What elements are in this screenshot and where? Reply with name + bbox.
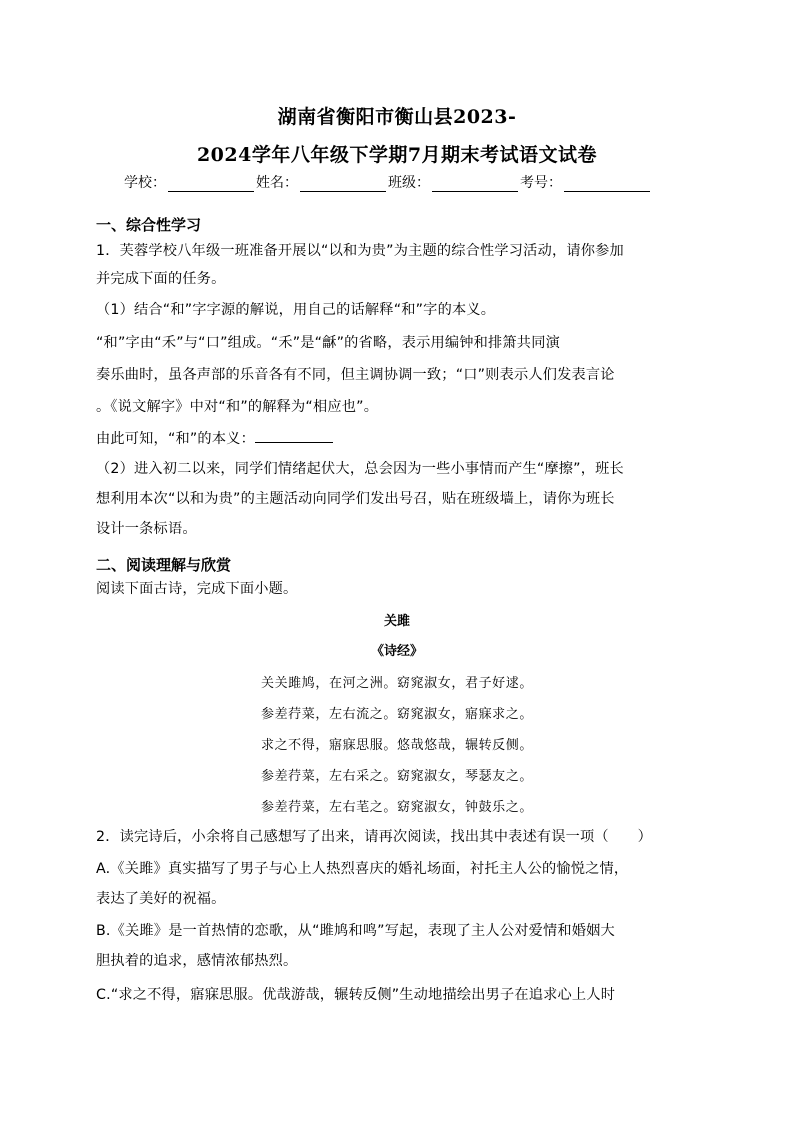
school-label: 学校： [124,175,166,191]
section1-heading: 一、综合性学习 [96,216,202,234]
q2-stem: 2．读完诗后，小余将自己感想写了出来，请再次阅读，找出其中表述有误一项（ ） [96,829,652,845]
q1-sub2-line3: 设计一条标语。 [96,521,197,537]
section2-heading: 二、阅读理解与欣赏 [96,556,232,574]
section2-intro: 阅读下面古诗，完成下面小题。 [96,581,298,597]
number-label: 考号： [520,175,562,191]
class-blank[interactable] [432,177,518,192]
student-info-row [124,172,684,192]
poem-line: 参差荇菜，左右采之。窈窕淑女，琴瑟友之。 [260,769,533,784]
q1-line2: 并完成下面的任务。 [96,271,226,287]
answer-blank[interactable] [255,428,333,443]
poem-title: 关雎 [383,614,410,629]
number-blank[interactable] [564,177,650,192]
school-blank[interactable] [168,177,254,192]
option-a-line1: A.《关雎》真实描写了男子与心上人热烈喜庆的婚礼场面，衬托主人公的愉悦之情， [96,861,629,877]
q1-sub2-line2: 想利用本次“以和为贵”的主题活动向同学们发出号召，贴在班级墙上，请你为班长 [96,491,615,507]
option-b-line2: 胆执着的追求，感情浓郁热烈。 [96,953,298,969]
answer-line [96,428,706,448]
q1-sub2-line1: （2）进入初二以来，同学们情绪起伏大，总会因为一些小事情而产生“摩擦”，班长 [96,461,624,477]
passage-line2: 奏乐曲时，虽各声部的乐音各有不同，但主调协调一致；“口”则表示人们发表言论 [96,367,615,383]
exam-title-line1: 湖南省衡阳市衡山县2023- [277,106,517,128]
name-blank[interactable] [300,177,386,192]
name-label: 姓名： [256,175,298,191]
option-b-line1: B.《关雎》是一首热情的恋歌，从“雎鸠和鸣”写起，表现了主人公对爱情和婚姻大 [96,923,615,939]
poem-line: 关关雎鸠，在河之洲。窈窕淑女，君子好逑。 [260,676,533,691]
passage-line1: “和”字由“禾”与“口”组成。“禾”是“龢”的省略，表示用编钟和排箫共同演 [96,335,560,351]
q1-line1: 1．芙蓉学校八年级一班准备开展以“以和为贵”为主题的综合性学习活动，请你参加 [96,243,624,259]
poem-line: 参差荇菜，左右芼之。窈窕淑女，钟鼓乐之。 [260,800,533,815]
poem-line: 参差荇菜，左右流之。窈窕淑女，寤寐求之。 [260,707,533,722]
option-c-line1: C.“求之不得，寤寐思服。优哉游哉，辗转反侧”生动地描绘出男子在追求心上人时 [96,987,616,1003]
answer-prompt: 由此可知，“和”的本义： [96,431,255,447]
option-a-line2: 表达了美好的祝福。 [96,891,226,907]
passage-line3: 。《说文解字》中对“和”的解释为“相应也”。 [96,399,379,415]
q1-sub1: （1）结合“和”字字源的解说，用自己的话解释“和”字的本义。 [96,302,496,318]
exam-title-line2: 2024学年八年级下学期7月期末考试语文试卷 [196,144,598,166]
poem-line: 求之不得，寤寐思服。悠哉悠哉，辗转反侧。 [260,738,533,753]
class-label: 班级： [388,175,430,191]
poem-source: 《诗经》 [370,644,423,659]
